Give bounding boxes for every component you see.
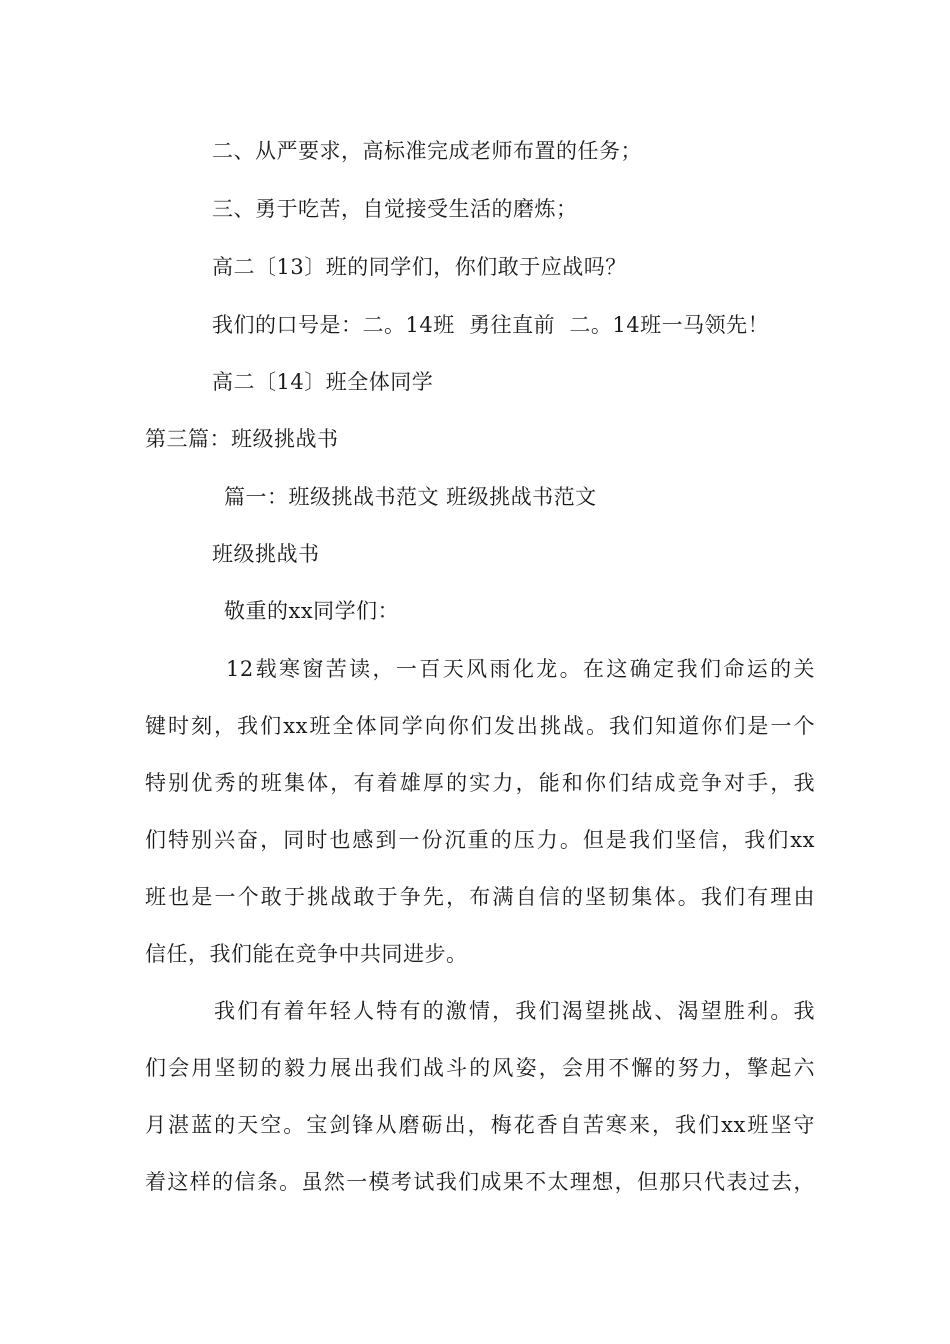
- paragraph2-line: 月湛蓝的天空。宝剑锋从磨砺出，梅花香自苦寒来，我们xx班坚守: [145, 1113, 815, 1137]
- intro-line-slogan: 我们的口号是：二。14班 勇往直前 二。14班一马领先！: [212, 313, 770, 337]
- section-heading: 第三篇：班级挑战书: [145, 427, 339, 451]
- paragraph1-line: 信任，我们能在竞争中共同进步。: [145, 942, 468, 966]
- letter-title: 班级挑战书: [212, 542, 320, 566]
- paragraph2-line: 着这样的信条。虽然一模考试我们成果不太理想，但那只代表过去，: [145, 1170, 815, 1194]
- salutation: 敬重的xx同学们：: [224, 599, 400, 623]
- paragraph1-line: 12载寒窗苦读，一百天风雨化龙。在这确定我们命运的关: [226, 657, 815, 681]
- paragraph1-line: 特别优秀的班集体，有着雄厚的实力，能和你们结成竞争对手，我: [145, 771, 815, 795]
- paragraph1-line: 键时刻，我们xx班全体同学向你们发出挑战。我们知道你们是一个: [145, 714, 815, 738]
- sub-heading: 篇一：班级挑战书范文 班级挑战书范文: [224, 485, 597, 509]
- intro-line-hardship: 三、勇于吃苦，自觉接受生活的磨炼；: [212, 197, 578, 221]
- paragraph2-line: 们会用坚韧的毅力展出我们战斗的风姿，会用不懈的努力，擎起六: [145, 1056, 815, 1080]
- paragraph2-line: 我们有着年轻人特有的激情，我们渴望挑战、渴望胜利。我: [214, 999, 815, 1023]
- intro-line-signature: 高二〔14〕班全体同学: [212, 370, 434, 394]
- paragraph1-line: 班也是一个敢于挑战敢于争先，布满自信的坚韧集体。我们有理由: [145, 885, 815, 909]
- intro-line-challenge-question: 高二〔13〕班的同学们，你们敢于应战吗？: [212, 255, 627, 279]
- paragraph1-line: 们特别兴奋，同时也感到一份沉重的压力。但是我们坚信，我们xx: [145, 828, 815, 852]
- intro-line-requirement: 二、从严要求，高标准完成老师布置的任务；: [212, 139, 642, 163]
